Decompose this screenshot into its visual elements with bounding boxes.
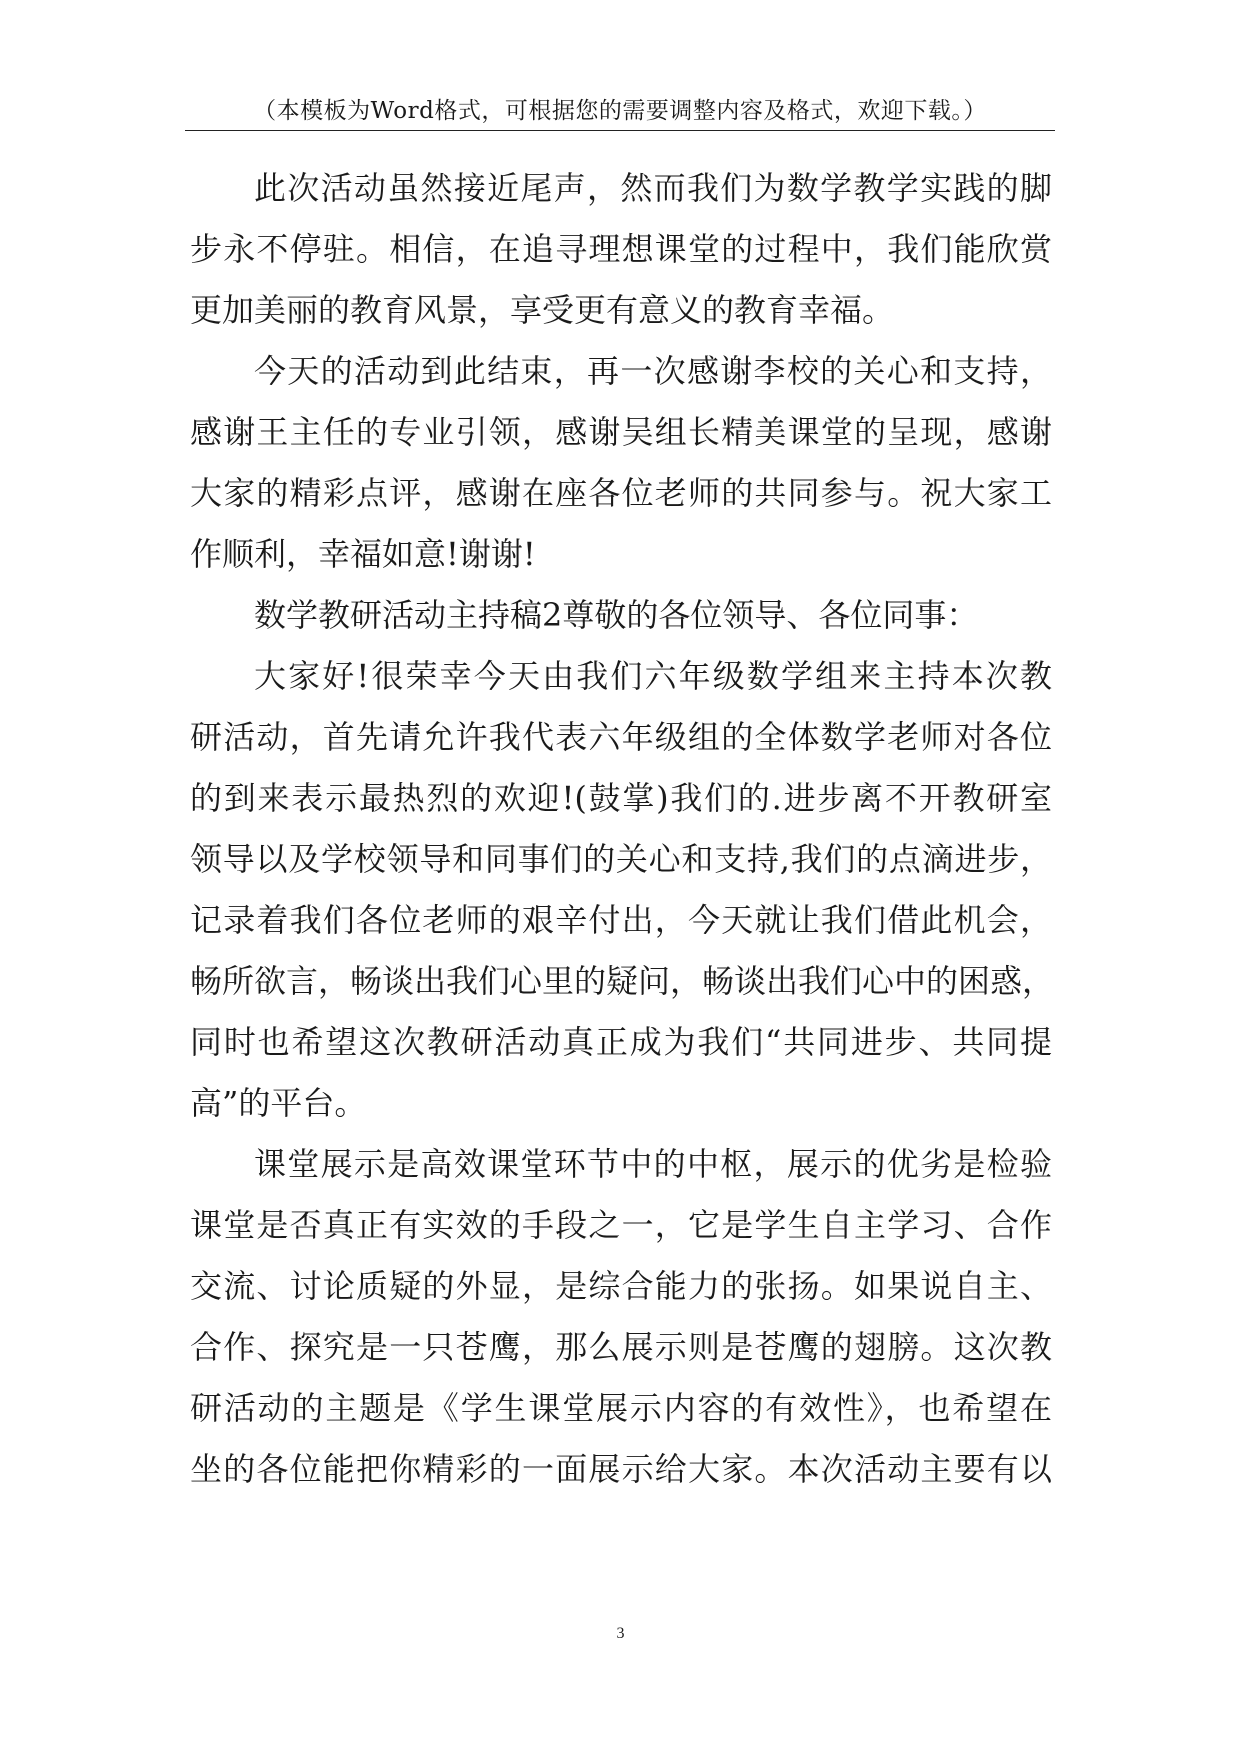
text-line: 研活动的主题是《学生课堂展示内容的有效性》，也希望在 — [190, 1389, 1052, 1427]
page-number: 3 — [616, 1625, 625, 1642]
text-line: 记录着我们各位老师的艰辛付出，今天就让我们借此机会， — [190, 901, 1052, 939]
text-line: 畅所欲言，畅谈出我们心里的疑问，畅谈出我们心中的困惑， — [190, 962, 1055, 1000]
document-body — [190, 158, 1055, 1500]
text-line: 研活动，首先请允许我代表六年级组的全体数学老师对各位 — [190, 718, 1052, 756]
text-line: 领导以及学校领导和同事们的关心和支持,我们的点滴进步， — [190, 840, 1052, 878]
text-line: 高”的平台。 — [190, 1084, 367, 1122]
text-line: 此次活动虽然接近尾声，然而我们为数学教学实践的脚 — [254, 169, 1052, 207]
text-line: 交流、讨论质疑的外显，是综合能力的张扬。如果说自主、 — [190, 1267, 1052, 1305]
text-line: 更加美丽的教育风景，享受更有意义的教育幸福。 — [190, 291, 895, 329]
text-line: 合作、探究是一只苍鹰，那么展示则是苍鹰的翅膀。这次教 — [190, 1328, 1052, 1366]
text-line: 课堂是否真正有实效的手段之一，它是学生自主学习、合作 — [190, 1206, 1052, 1244]
text-line: 大家好!很荣幸今天由我们六年级数学组来主持本次教 — [254, 657, 1052, 695]
text-line: 数学教研活动主持稿2尊敬的各位领导、各位同事： — [254, 596, 979, 634]
text-line: 作顺利，幸福如意!谢谢! — [190, 535, 536, 573]
header-note: （本模板为Word格式，可根据您的需要调整内容及格式，欢迎下载。） — [253, 98, 987, 124]
text-line: 坐的各位能把你精彩的一面展示给大家。本次活动主要有以 — [190, 1450, 1052, 1488]
text-line: 课堂展示是高效课堂环节中的中枢，展示的优劣是检验 — [254, 1145, 1052, 1183]
text-line: 同时也希望这次教研活动真正成为我们“共同进步、共同提 — [190, 1023, 1052, 1061]
text-line: 今天的活动到此结束，再一次感谢李校的关心和支持， — [254, 352, 1052, 390]
text-line: 的到来表示最热烈的欢迎!(鼓掌)我们的.进步离不开教研室 — [190, 779, 1052, 817]
text-line: 步永不停驻。相信，在追寻理想课堂的过程中，我们能欣赏 — [190, 230, 1052, 268]
text-line: 感谢王主任的专业引领，感谢吴组长精美课堂的呈现，感谢 — [190, 413, 1052, 451]
text-line: 大家的精彩点评，感谢在座各位老师的共同参与。祝大家工 — [190, 474, 1052, 512]
header-divider — [185, 130, 1055, 131]
